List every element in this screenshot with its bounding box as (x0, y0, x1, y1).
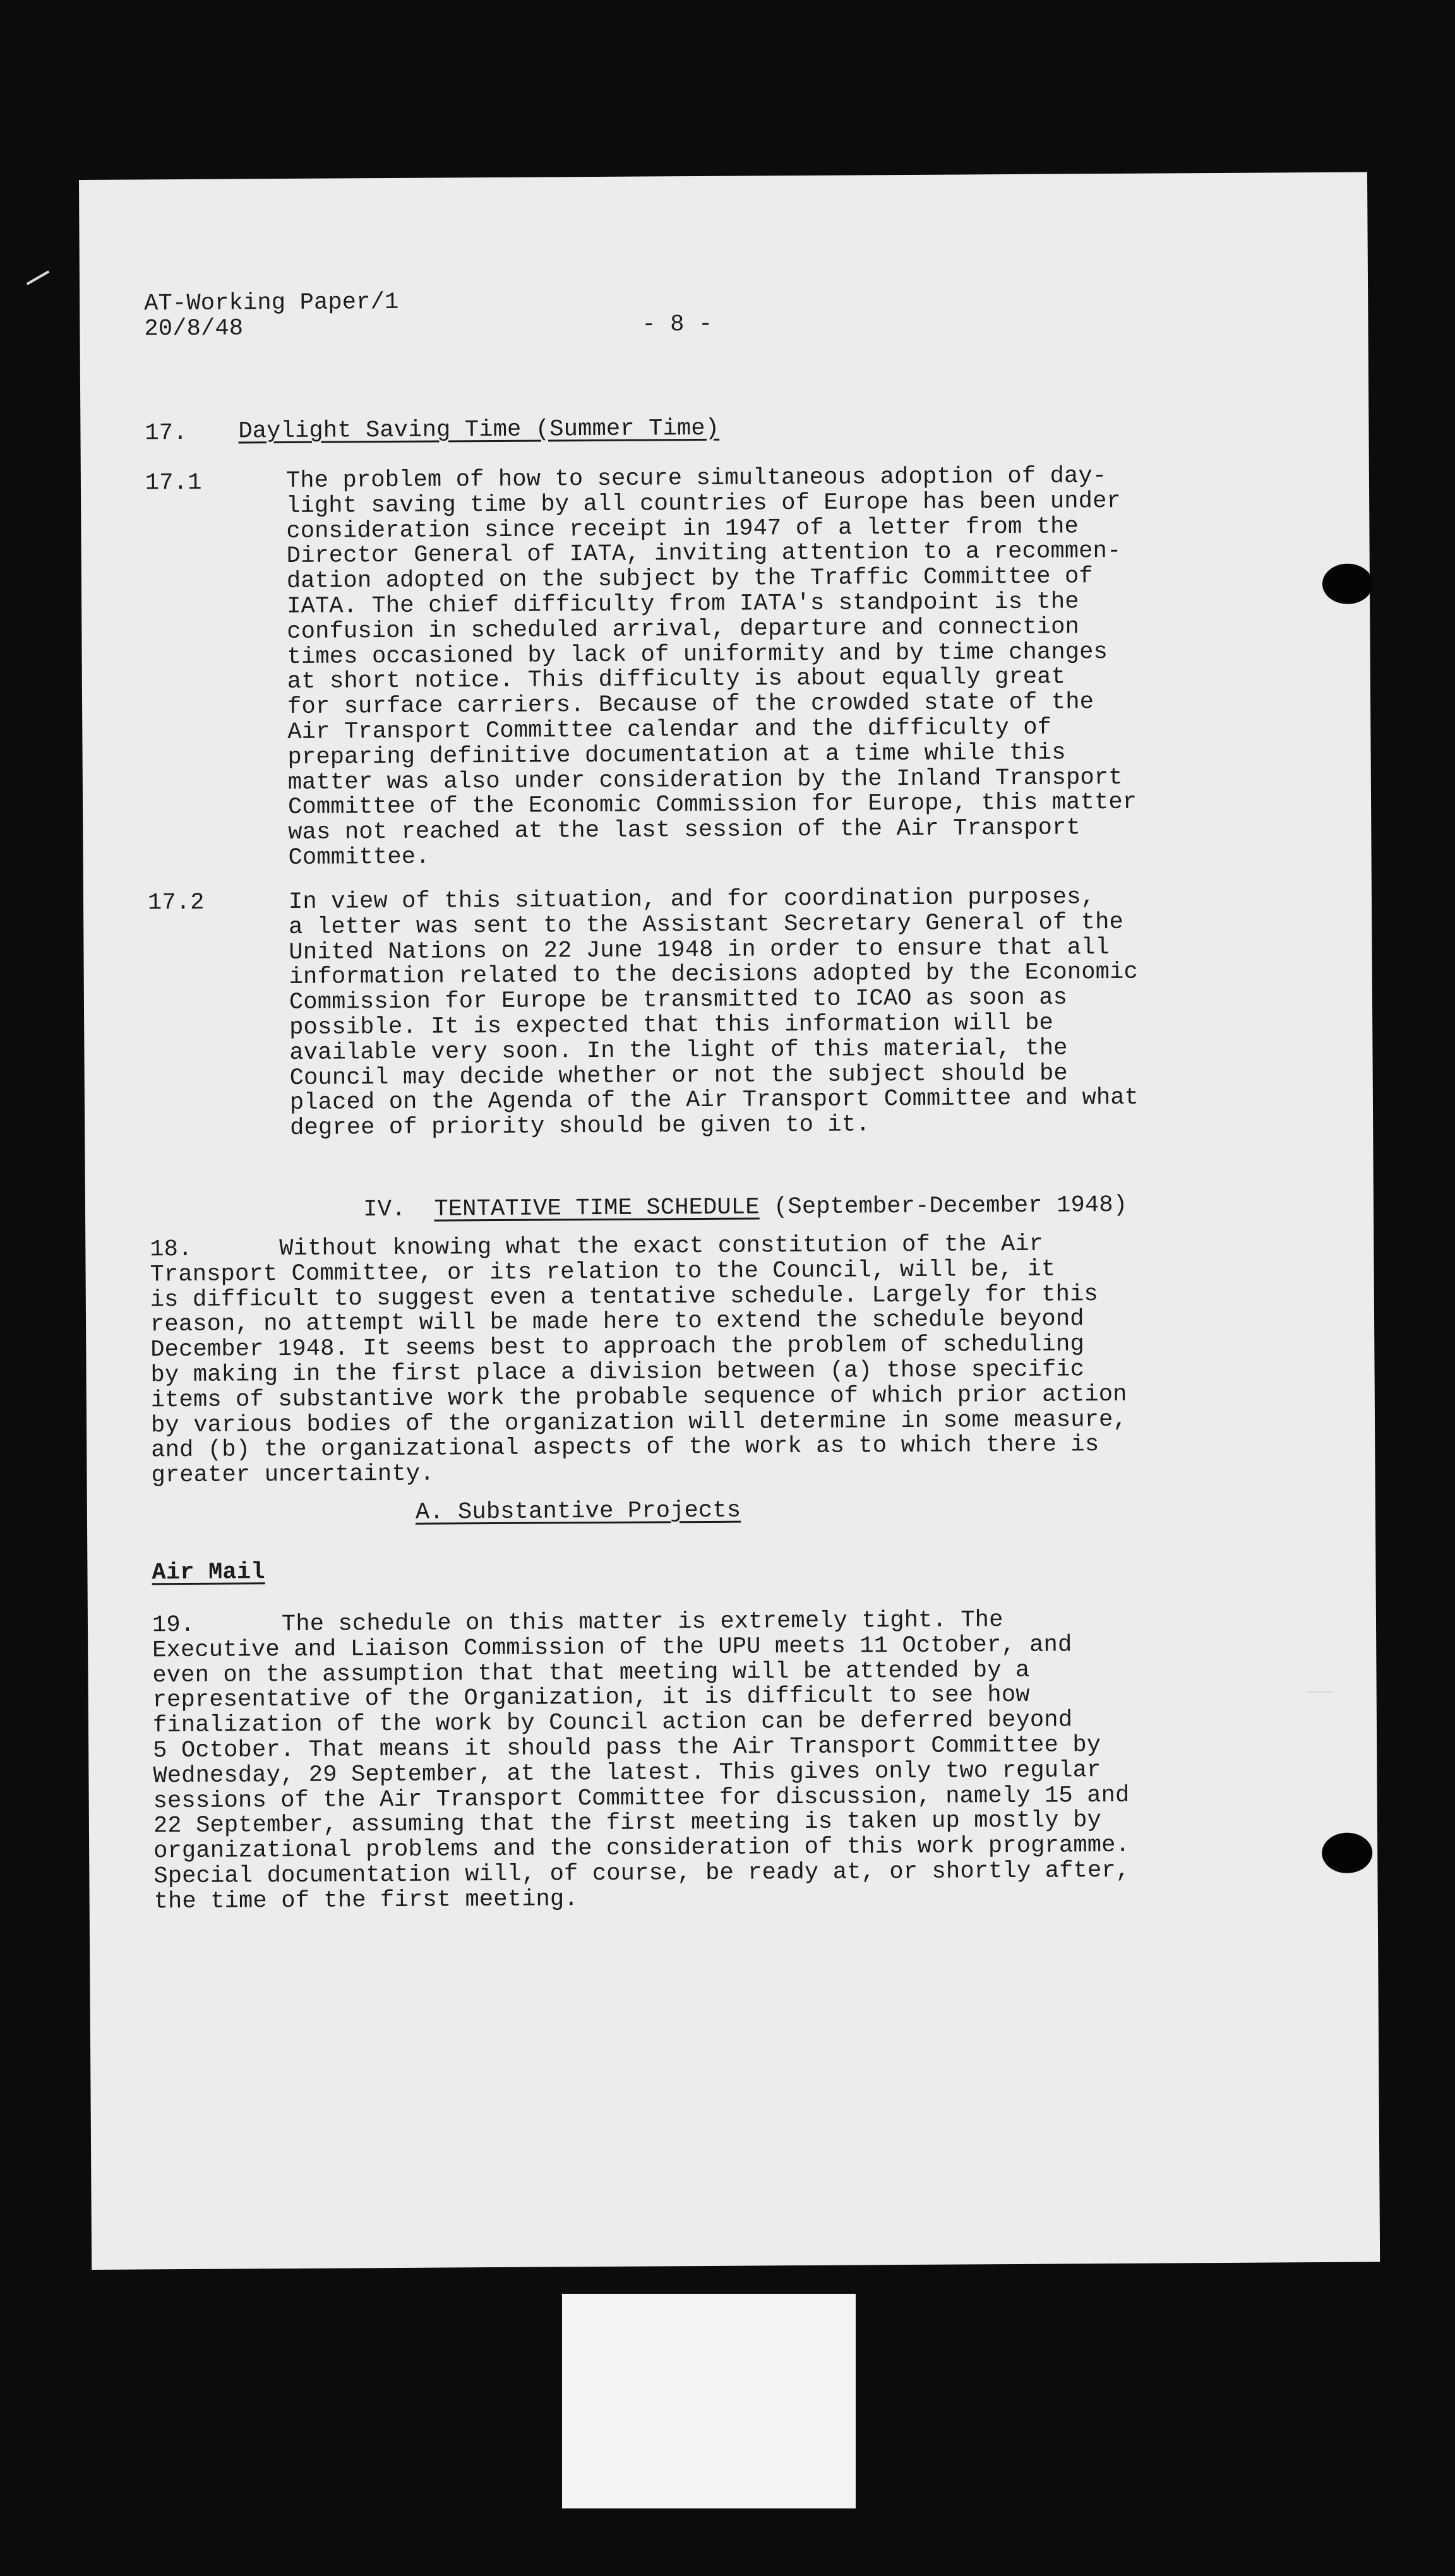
para-line: possible. It is expected that this information will be (289, 1010, 1054, 1041)
para-line: Without knowing what the exact constitution of the Air (279, 1231, 1044, 1263)
para-line: greater uncertainty. (151, 1460, 434, 1489)
para-line: was not reached at the last session of the Air Transport (288, 814, 1081, 847)
section-17-number: 17. (145, 419, 188, 447)
para-line: Committee of the Economic Commission for Europe, this matter (287, 789, 1137, 821)
para-19-number: 19. (152, 1611, 195, 1639)
para-line: 22 September, assuming that the first meeting is taken up mostly by (153, 1807, 1102, 1840)
page-number: - 8 - (642, 311, 713, 338)
para-line: Transport Committee, or its relation to the Council, will be, it (150, 1256, 1056, 1289)
para-line: Director General of IATA, inviting attention to a recommen- (286, 538, 1122, 570)
section-iv-subtitle: (September-December 1948) (773, 1191, 1128, 1221)
para-line: Council may decide whether or not the subject should be (289, 1060, 1069, 1092)
para-line: information related to the decisions adopted by the Economic (289, 959, 1139, 991)
para-line: preparing definitive documentation at a time while this (287, 739, 1066, 771)
para-17-2-number: 17.2 (147, 889, 205, 917)
para-line: confusion in scheduled arrival, departure and connection (287, 614, 1080, 645)
subsection-a-title: A. Substantive Projects (415, 1497, 741, 1526)
section-17-title: Daylight Saving Time (Summer Time) (238, 415, 720, 445)
para-line: reason, no attempt will be made here to extend the schedule beyond (150, 1306, 1084, 1339)
scan-mark (27, 270, 50, 285)
para-line: Committee. (288, 844, 430, 871)
para-line: finalization of the work by Council action can be deferred beyond (152, 1707, 1073, 1739)
scan-mark (1307, 1691, 1332, 1693)
para-line: The schedule on this matter is extremely tight. The (281, 1607, 1003, 1638)
para-line: matter was also under consideration by the Inland Transport (287, 764, 1123, 796)
document-ref-line1: AT-Working Paper/1 (144, 289, 399, 318)
para-line: Executive and Liaison Commission of the UPU meets 11 October, and (152, 1631, 1072, 1664)
para-line: sessions of the Air Transport Committee for discussion, namely 15 and (153, 1782, 1130, 1815)
punch-hole (1322, 563, 1373, 604)
section-iv-heading (339, 1182, 1128, 1234)
para-line: degree of priority should be given to it. (290, 1111, 870, 1142)
para-line: and (b) the organizational aspects of the work as to which there is (151, 1431, 1099, 1464)
para-line: items of substantive work the probable sequence of which prior action (150, 1381, 1127, 1414)
para-line: The problem of how to secure simultaneous adoption of day- (285, 463, 1107, 495)
para-line: IATA. The chief difficulty from IATA's standpoint is the (287, 588, 1079, 621)
section-iv-numeral: IV. (363, 1196, 406, 1224)
para-line: Commission for Europe be transmitted to ICAO as soon as (289, 984, 1068, 1017)
air-mail-heading: Air Mail (152, 1559, 265, 1587)
para-line: a letter was sent to the Assistant Secretary General of the (289, 909, 1124, 941)
para-line: times occasioned by lack of uniformity and by time changes (287, 638, 1108, 671)
para-line: Wednesday, 29 September, at the latest. This gives only two regular (153, 1756, 1101, 1790)
para-line: is difficult to suggest even a tentative schedule. Largely for this (150, 1280, 1098, 1313)
document-page (79, 172, 1380, 2270)
para-line: organizational problems and the consideration of this work programme. (153, 1832, 1130, 1865)
para-line: the time of the first meeting. (153, 1886, 578, 1916)
para-line: consideration since receipt in 1947 of a letter from the (286, 513, 1079, 545)
para-line: dation adopted on the subject by the Traffic Committee of (286, 563, 1094, 595)
para-18-number: 18. (150, 1236, 193, 1263)
para-line: even on the assumption that that meeting will be attended by a (152, 1657, 1030, 1689)
para-line: 5 October. That means it should pass the Air Transport Committee by (153, 1732, 1101, 1765)
para-line: In view of this situation, and for coordination purposes, (288, 884, 1096, 915)
para-17-1-number: 17.1 (145, 469, 202, 497)
punch-hole (1322, 1833, 1372, 1873)
blank-label-slip (562, 2294, 856, 2508)
para-line: by various bodies of the organization will determine in some measure, (150, 1406, 1128, 1439)
para-line: available very soon. In the light of this material, the (289, 1035, 1068, 1066)
section-iv-title: TENTATIVE TIME SCHEDULE (434, 1194, 760, 1223)
para-line: by making in the first place a division between (a) those specific (150, 1356, 1085, 1389)
para-line: United Nations on 22 June 1948 in order to ensure that all (289, 934, 1110, 966)
para-line: representative of the Organization, it is difficult to see how (152, 1682, 1030, 1714)
para-line: Air Transport Committee calendar and the difficulty of (287, 714, 1052, 746)
para-line: at short notice. This difficulty is about equally great (287, 664, 1066, 696)
para-line: placed on the Agenda of the Air Transport Committee and what (289, 1085, 1139, 1117)
para-line: light saving time by all countries of Europe has been under (286, 487, 1122, 520)
para-line: December 1948. It seems best to approach the problem of scheduling (150, 1331, 1085, 1364)
para-line: Special documentation will, of course, be ready at, or shortly after, (153, 1857, 1130, 1890)
para-line: for surface carriers. Because of the crowded state of the (287, 689, 1094, 721)
document-ref-line2: 20/8/48 (144, 315, 244, 343)
